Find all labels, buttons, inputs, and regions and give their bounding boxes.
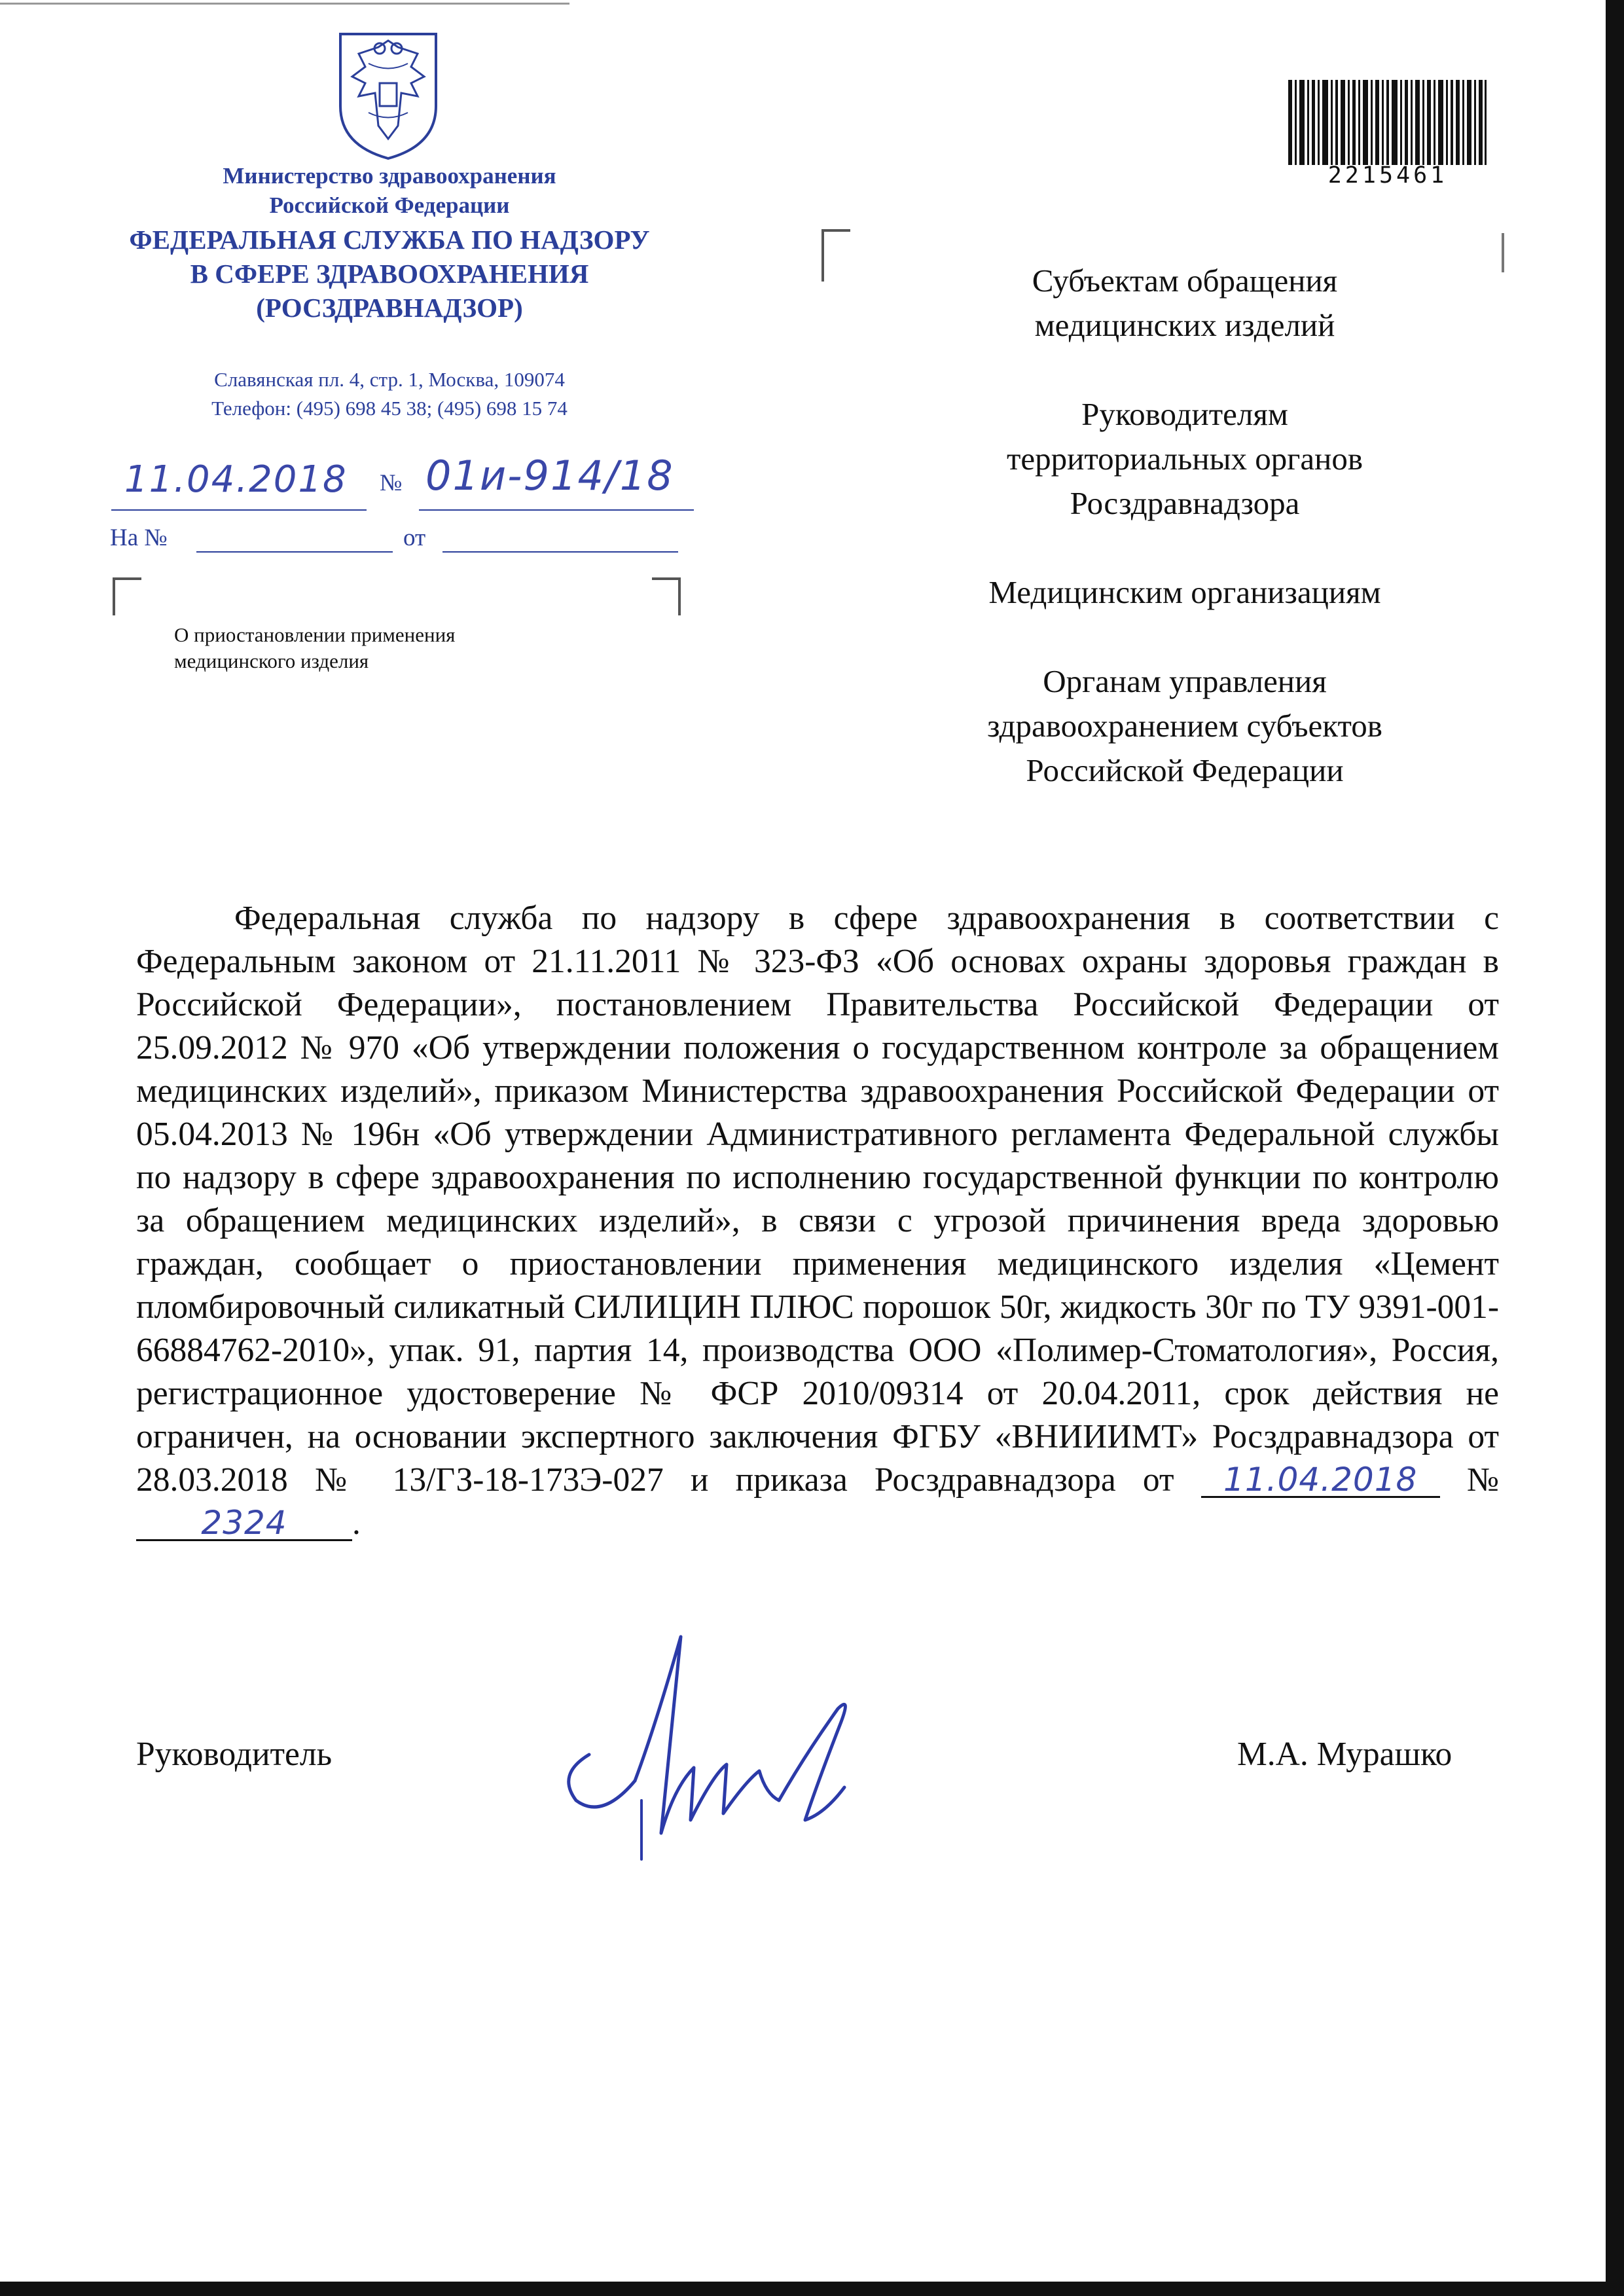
reply-number-underline (196, 551, 393, 553)
ministry-name (131, 161, 648, 220)
addressee-line: Субъектам обращения (1032, 263, 1338, 299)
subject-corner-right (652, 577, 681, 615)
outgoing-date: 11.04.2018 (124, 458, 348, 501)
addressee-line: Медицинским организациям (988, 574, 1381, 610)
letter-subject (174, 622, 455, 674)
outgoing-number-sign: № (380, 469, 403, 496)
addressee-line: здравоохранением субъектов (987, 708, 1382, 744)
addressee-group (903, 392, 1466, 526)
ministry-line-2: Российской Федерации (269, 192, 510, 218)
handwritten-signature-icon (543, 1624, 884, 1872)
subject-line-1: О приостановлении применения (174, 623, 456, 646)
order-number: 2324 (136, 1506, 352, 1541)
reply-number-label: На № (110, 524, 168, 551)
address-block (131, 365, 648, 423)
coat-of-arms-icon (333, 27, 444, 162)
service-line-2: В СФЕРЕ ЗДРАВООХРАНЕНИЯ (190, 259, 589, 289)
addressee-group (903, 259, 1466, 348)
subject-corner-left (113, 577, 141, 615)
body-paragraph: Федеральная служба по надзору в сфере здравоохранения в соответствии с Федеральным законом от 21.11.2011 № 323-ФЗ «Об основах охраны здоровья граждан в Российской Федерации», постановлением Правительства Российской Федерации от 25.09.2012 № 970 «Об утверждении положения о государственном контроле за обращением медицинских изделий», приказом Министерства здравоохранения Российской Федерации от 05.04.2013 № 196н «Об утверждении Административного регламента Федеральной службы по надзору в сфере здравоохранения по исполнению государственной функции по контролю за обращением медицинских изделий», в связи с угрозой причинения вреда здоровью граждан, сообщает о приостановлении применения медицинского изделия «Цемент пломбировочный силикатный СИЛИЦИН ПЛЮС порошок 50г, жидкость 30г по ТУ 9391-001-66884762-2010», упак. 91, партия 14, производства ООО «Полимер-Стоматология», Россия, регистрационное удостоверение № ФСР 2010/09314 от 20.04.2011, срок действия не ограничен, на основании экспертного заключения ФГБУ «ВНИИИМТ» Росздравнадзора от 28.03.2018 № 13/ГЗ-18-173Э-027 и приказа Росздравнадзора от (136, 900, 1499, 1499)
signer-name: М.А. Мурашко (1237, 1736, 1453, 1773)
outgoing-number-underline (419, 509, 694, 511)
outgoing-number: 01и-914/18 (425, 452, 674, 500)
addressee-corner-right (1502, 233, 1504, 272)
addressee-group (903, 659, 1466, 793)
addressee-group (903, 570, 1466, 615)
barcode-number: 2215461 (1327, 162, 1448, 189)
addressee-line: территориальных органов (1007, 441, 1363, 477)
service-line-3: (РОСЗДРАВНАДЗОР) (256, 293, 523, 323)
service-line-1: ФЕДЕРАЛЬНАЯ СЛУЖБА ПО НАДЗОРУ (129, 225, 650, 255)
addressee-line: медицинских изделий (1034, 307, 1335, 343)
reply-from-underline (442, 551, 678, 553)
signer-title: Руководитель (136, 1736, 333, 1773)
phone-line: Телефон: (495) 698 45 38; (495) 698 15 74 (211, 397, 568, 420)
order-number-sign: № (1466, 1461, 1500, 1499)
letter-body (136, 897, 1499, 1545)
addressee-line: Органам управления (1043, 663, 1327, 699)
barcode-icon (1288, 80, 1487, 165)
addressee-line: Российской Федерации (1026, 752, 1344, 788)
service-name (98, 223, 681, 325)
ministry-line-1: Министерство здравоохранения (223, 163, 556, 189)
scan-bottom-edge (0, 2282, 1624, 2296)
outgoing-date-underline (111, 509, 367, 511)
scan-top-line (0, 3, 569, 5)
addressee-line: Росздравнадзора (1070, 485, 1300, 521)
order-date: 11.04.2018 (1201, 1463, 1440, 1498)
addressee-line: Руководителям (1081, 396, 1288, 432)
scan-right-edge (1606, 0, 1624, 2296)
body-end-punct: . (352, 1504, 361, 1542)
address-line: Славянская пл. 4, стр. 1, Москва, 109074 (214, 368, 565, 391)
subject-line-2: медицинского изделия (174, 649, 369, 672)
addressee-corner-left (821, 229, 850, 282)
reply-from-label: от (403, 524, 426, 551)
addressees-block (903, 259, 1466, 793)
